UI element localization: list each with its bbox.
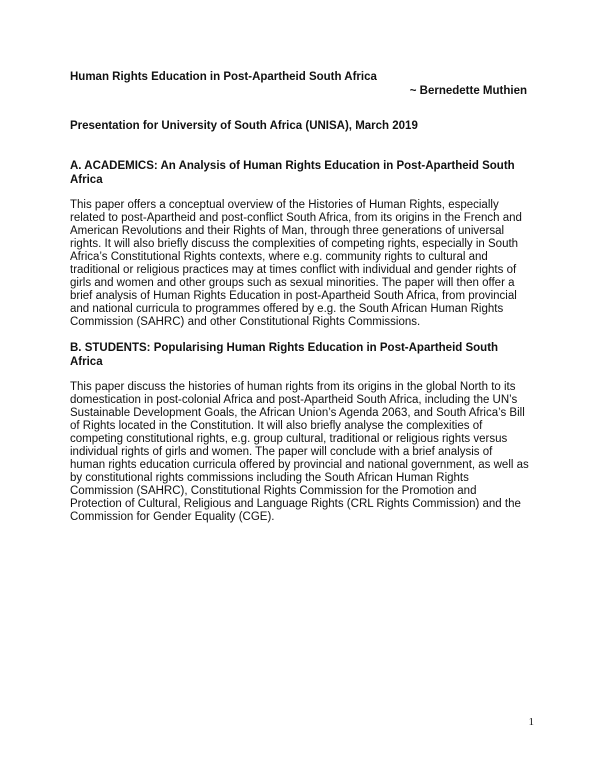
section-a-paragraph: This paper offers a conceptual overview of the Histories of Human Rights, especially related to post-Apartheid and post-conflict South Africa, from its origins in the French and American Revolutions and their Rights of Man, through three generations of universal rights. It will also briefly discuss the complexities of competing rights, especially in South Africa’s Constitutional Rights contexts, where e.g. community rights to cultural and traditional or religious practices may at times conflict with individual and gender rights of girls and women and other groups such as sexual minorities. The paper will then offer a brief analysis of Human Rights Education in post-Apartheid South Africa, from provincial and national curricula to programmes offered by e.g. the South African Human Rights Commission (SAHRC) and other Constitutional Rights Commissions.: [70, 199, 522, 328]
author-line: ~ Bernedette Muthien: [409, 85, 527, 97]
section-a-heading: A. ACADEMICS: An Analysis of Human Rights Education in Post-Apartheid South Africa: [70, 160, 515, 186]
page-content: [70, 70, 530, 524]
section-b-heading: B. STUDENTS: Popularising Human Rights Education in Post-Apartheid South Africa: [70, 342, 499, 368]
section-b-paragraph: This paper discuss the histories of human rights from its origins in the global North to its domestication in post-colonial Africa and post-Apartheid South Africa, including the UN’s Sustainable Development Goals, the African Union’s Agenda 2063, and South Africa’s Bill of Rights located in the Constitution. It will also briefly analyse the complexities of competing constitutional rights, e.g. group cultural, traditional or religious rights versus individual rights of girls and women. The paper will conclude with a brief analysis of human rights education curricula offered by provincial and national government, as well as by constitutional rights commissions including the South African Human Rights Commission (SAHRC), Constitutional Rights Commission for the Promotion and Protection of Cultural, Religious and Language Rights (CRL Rights Commission) and the Commission for Gender Equality (CGE).: [70, 381, 529, 523]
presentation-line: Presentation for University of South Africa (UNISA), March 2019: [70, 120, 418, 132]
page-number: 1: [528, 716, 534, 728]
document-title: Human Rights Education in Post-Apartheid South Africa: [70, 71, 377, 83]
